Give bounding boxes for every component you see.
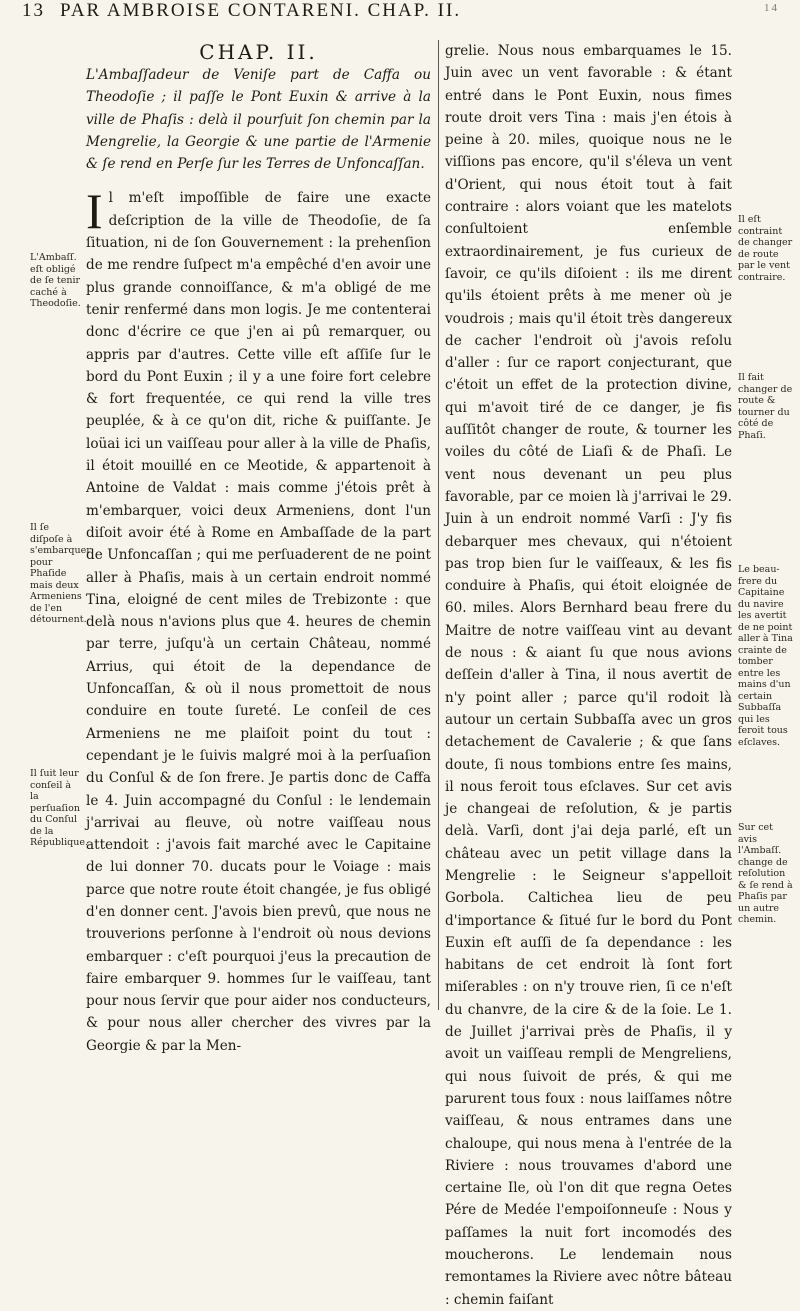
margin-note-left-3: Il ſuit leur conſeil à la perſuaſion du Conſul de la République. <box>30 768 88 848</box>
margin-note-right-2: Il fait changer de route & tourner du côté de Phaſi. <box>738 372 793 441</box>
margin-note-right-3: Le beau-frere du Capitaine du navire les avertit de ne point aller à Tina crainte de tomber entre les mains d'un certain Subbaſſa qui les feroit tous eſclaves. <box>738 564 793 748</box>
corner-mark: 14 <box>764 2 779 14</box>
chapter-argument: L'Ambaſſadeur de Veniſe part de Caffa ou Theodoſie ; il paſſe le Pont Euxin & arrive à la ville de Phaſis : delà il pourſuit ſon chemin par la Mengrelie, la Georgie & une partie de l'Armenie & ſe rend en Perſe ſur les Terres de Unfoncaſſan. <box>86 67 431 173</box>
page-header <box>22 0 782 26</box>
page-number: 13 <box>22 0 45 21</box>
drop-cap: I <box>86 183 103 240</box>
margin-note-left-1: L'Ambaſſ. eſt obligé de ſe tenir caché à Theodoſie. <box>30 252 81 309</box>
chapter-heading: CHAP. II. <box>199 40 318 64</box>
left-paragraph <box>86 183 431 1057</box>
running-title: PAR AMBROISE CONTARENI. CHAP. II. <box>60 0 462 21</box>
margin-note-right-1: Il eſt contraint de changer de route par le vent contraire. <box>738 214 793 283</box>
left-body-text: l m'eſt impoſſible de faire une exacte deſcription de la ville de Theodoſie, de ſa ſituation, ni de ſon Gouvernement : la prehenſion de me rendre ſuſpect m'a empêché d'en avoir une plus grande connoiſſance, & m'a obligé de me tenir renfermé dans mon logis. Je me contenterai donc d'écrire ce que j'en ai pû remarquer, ou appris par d'autres. Cette ville eſt aſſiſe ſur le bord du Pont Euxin ; il y a une foire fort celebre & fort frequentée, ce qui rend la ville tres peuplée, & à ce qu'on dit, riche & puiſſante. Je loüai ici un vaiſſeau pour aller à la ville de Phaſis, il étoit mouillé en ce Meotide, & appartenoit à Antoine de Valdat : mais comme j'étois prêt à m'embarquer, voici deux Armeniens, dont l'un diſoit avoir été à Rome en Ambaſſade de la part de Unfoncaſſan ; qui me perſuaderent de ne point aller à Phaſis, mais à un certain endroit nommé Tina, eloigné de cent miles de Trebizonte : que delà nous n'avions plus que 4. heures de chemin par terre, juſqu'à un certain Château, nommé Arrius, qui étoit de la dependance de Unfoncaſſan, & où il nous promettoit de nous conduire en toute ſureté. Le conſeil de ces Armeniens ne me plaiſoit point du tout : cependant je le ſuivis malgré moi à la perſuaſion du Conſul & de ſon frere. Je partis donc de Caffa le 4. Juin accompagné du Conſul : le lendemain j'arrivai au fleuve, où notre vaiſſeau nous attendoit : j'avois fait marché avec le Capitaine de lui donner 70. ducats pour le Voiage : mais parce que notre route étoit changée, je fus obligé d'en donner cent. J'avois bien prevû, que nous ne trouverions perſonne à l'endroit où nous devions embarquer : c'eſt pourquoi j'eus la precaution de faire embarquer 9. hommes ſur le vaiſſeau, tant pour nous ſervir que pour aider nos conducteurs, & pour nous aller chercher des vivres par la Georgie & par la Men- <box>86 190 431 1054</box>
right-body-text: grelie. Nous nous embarquames le 15. Juin avec un vent favorable : & étant entré dans le Pont Euxin, nous fimes route droit vers Tina : mais j'en étois à peine à 20. miles, quoique nous ne le viſſions pas encore, qu'il s'éleva un vent d'Orient, qui nous étoit tout à fait contraire : alors voiant que les matelots conſultoient enſemble extraordinairement, je fus curieux de ſavoir, ce qu'ils diſoient : ils me dirent qu'ils étoient prêts à me mener où je voudrois ; mais qu'il étoit très dangereux de cacher l'endroit où j'avois reſolu d'aller : ſur ce raport conjecturant, que c'étoit un effet de la protection divine, qui m'avoit tiré de ce danger, je fis auſſitôt changer de route, & tourner les voiles du côté de Liaſi & de Phaſi. Le vent nous devenant un peu plus favorable, par ce moien là j'arrivai le 29. Juin à un endroit nommé Varſi : J'y fis debarquer mes chevaux, qui n'étoient pas trop bien ſur le vaiſſeaux, & les fis conduire à Phaſis, qui étoit eloignée de 60. miles. Alors Bernhard beau frere du Maitre de notre vaiſſeau vint au devant de nous : & aiant ſu que nous avions deſſein d'aller à Tina, il nous avertit de n'y point aller ; parce qu'il rodoit là autour un certain Subbaſſa avec un gros detachement de Cavalerie ; & que ſans doute, ſi nous tombions entre ſes mains, il nous feroit tous eſclaves. Sur cet avis je changeai de reſolution, & je partis delà. Varſi, dont j'ai deja parlé, eſt un château avec un petit village dans la Mengrelie : le Seigneur s'appelloit Gorbola. Caltichea lieu de peu d'importance & ſitué ſur le bord du Pont Euxin eſt auſſi de ſa dependance : les habitans de cet endroit là ſont fort miſerables : on n'y trouve rien, ſi ce n'eſt du chanvre, de la cire & de la ſoie. Le 1. de Juillet j'arrivai près de Phaſis, il y avoit un vaiſſeau rempli de Mengreliens, qui nous ſuivoit de prés, & qui me parurent tous foux : nous laiſſames nôtre vaiſſeau, & nous entrames dans une chaloupe, qui nous mena à l'entrée de la Riviere : nous trouvames d'abord une certaine Ile, où l'on dit que regna Oetes Pére de Medée l'empoiſonneuſe : Nous y paſſames la nuit fort incomodés des moucherons. Le lendemain nous remontames la Riviere avec nôtre bâteau : chemin faiſant <box>445 43 732 1308</box>
left-column <box>86 40 431 1057</box>
margin-note-left-2: Il ſe diſpoſe à s'embarquer pour Phaſide mais deux Armeniens de l'en détournent. <box>30 522 91 625</box>
column-divider <box>438 40 439 1010</box>
right-column <box>445 40 732 1311</box>
margin-note-right-4: Sur cet avis l'Ambaſſ. change de reſolution & ſe rend à Phaſis par un autre chemin. <box>738 822 793 925</box>
